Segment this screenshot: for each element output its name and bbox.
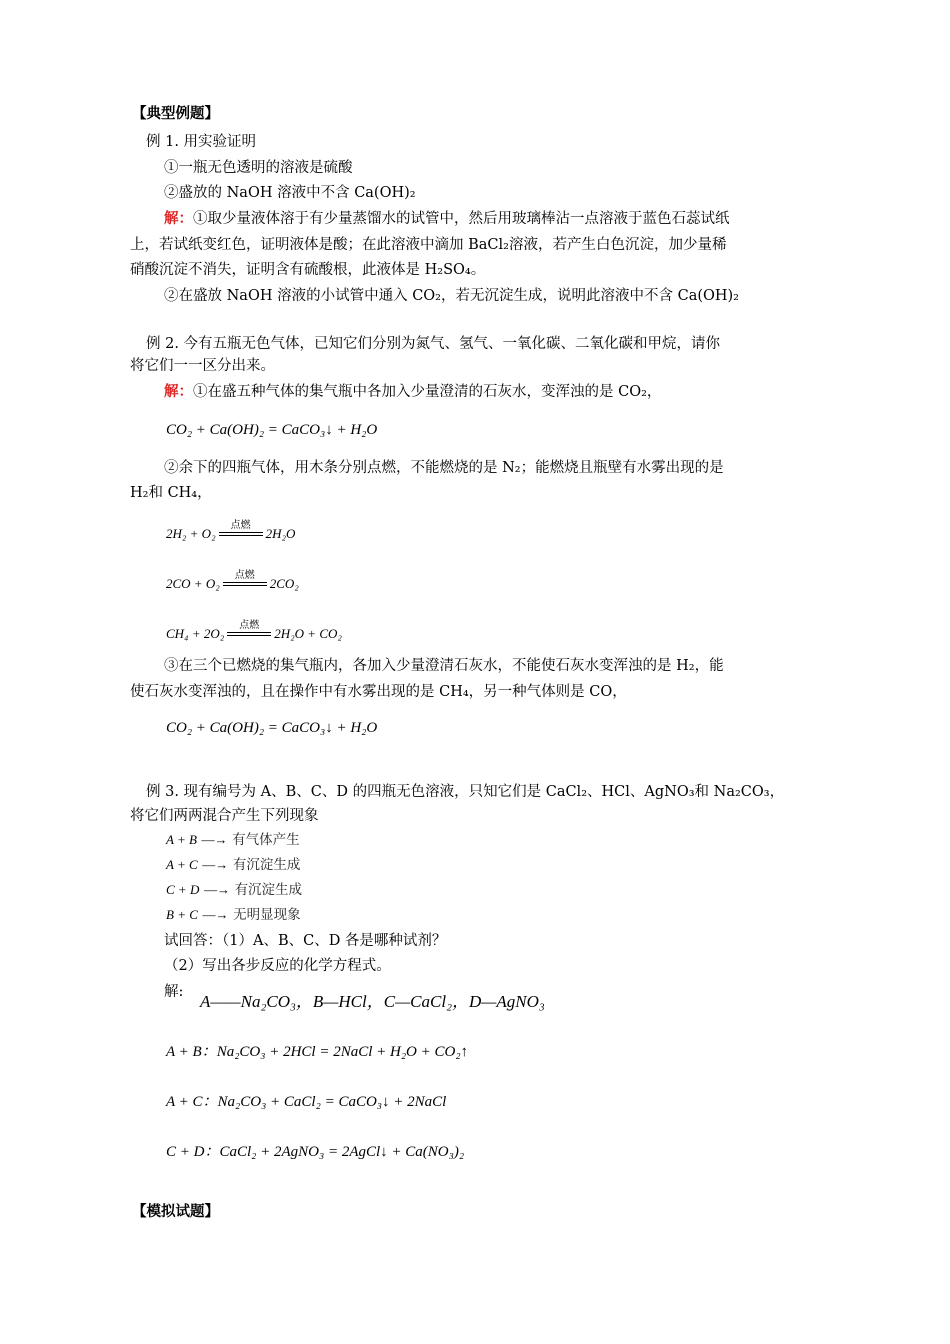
example-3-question-1: 试回答：（1）A、B、C、D 各是哪种试剂？ (164, 933, 447, 949)
example-3-solution-label: 解: (164, 984, 184, 1000)
section-title-mock-exam: 【模拟试题】 (132, 1203, 219, 1220)
solution-text: ①在盛五种气体的集气瓶中各加入少量澄清的石灰水，变浑浊的是 CO₂， (193, 384, 662, 400)
equation-hydrogen-combustion: 2H₂ + O₂ 点燃 2H₂O (166, 520, 296, 541)
example-2-solution-line-1 (164, 382, 661, 402)
reaction-a-c: A + C —→ 有沉淀生成 (166, 857, 301, 873)
condition-ignite-equals: 点燃 (223, 578, 267, 592)
example-3-line-1: 例 3. 现有编号为 A、B、C、D 的四瓶无色溶液，只知它们是 CaCl₂、HCl、AgNO₃和 Na₂CO₃， (146, 784, 785, 800)
equation-a-plus-c: A + C：Na₂CO₃ + CaCl₂ = CaCO₃↓ + 2NaCl (166, 1094, 447, 1110)
example-2-step-3-line-1: ③在三个已燃烧的集气瓶内，各加入少量澄清石灰水，不能使石灰水变浑浊的是 H₂，能 (164, 658, 724, 674)
example-1-solution-line-2: 上，若试纸变红色，证明液体是酸；在此溶液中滴加 BaCl₂溶液，若产生白色沉淀，加少量稀 (130, 237, 727, 253)
example-1-solution-line-3: 硝酸沉淀不消失，证明含有硫酸根，此液体是 H₂SO₄。 (130, 262, 486, 278)
equation-methane-combustion: CH₄ + 2O₂ 点燃 2H₂O + CO₂ (166, 620, 342, 641)
equation-co2-limewater-2: CO₂ + Ca(OH)₂ = CaCO₃↓ + H₂O (166, 720, 378, 736)
condition-ignite-equals: 点燃 (227, 628, 271, 642)
example-2-step-3-line-2: 使石灰水变浑浊的，且在操作中有水雾出现的是 CH₄，另一种气体则是 CO， (130, 684, 627, 700)
example-2-line-1: 例 2. 今有五瓶无色气体，已知它们分别为氮气、氢气、一氧化碳、二氧化碳和甲烷，请你 (146, 336, 721, 352)
equation-a-plus-b: A + B：Na₂CO₃ + 2HCl = 2NaCl + H₂O + CO₂↑ (166, 1044, 469, 1060)
example-3-question-2: （2）写出各步反应的化学方程式。 (164, 958, 391, 974)
example-3-answer: A——Na₂CO₃，B—HCl，C—CaCl₂，D—AgNO₃ (200, 992, 545, 1011)
example-2-step-2-line-2: H₂和 CH₄， (130, 485, 212, 501)
solution-label: 解： (164, 210, 193, 227)
equation-co-combustion: 2CO + O₂ 点燃 2CO₂ (166, 570, 299, 591)
section-title-typical-examples: 【典型例题】 (132, 105, 219, 122)
equation-c-plus-d: C + D：CaCl₂ + 2AgNO₃ = 2AgCl↓ + Ca(NO₃)₂ (166, 1144, 465, 1160)
solution-label: 解： (164, 383, 193, 400)
example-2-step-2-line-1: ②余下的四瓶气体，用木条分别点燃，不能燃烧的是 N₂；能燃烧且瓶壁有水雾出现的是 (164, 460, 724, 476)
solution-text: ①取少量液体溶于有少量蒸馏水的试管中，然后用玻璃棒沾一点溶液于蓝色石蕊试纸 (193, 211, 730, 227)
example-1-solution-line-4: ②在盛放 NaOH 溶液的小试管中通入 CO₂，若无沉淀生成，说明此溶液中不含 Ca(OH)₂ (164, 288, 739, 304)
example-3-line-2: 将它们两两混合产生下列现象 (130, 808, 319, 824)
example-2-line-2: 将它们一一区分出来。 (130, 358, 275, 374)
example-1-solution-line-1 (164, 209, 730, 229)
equation-co2-limewater-1: CO₂ + Ca(OH)₂ = CaCO₃↓ + H₂O (166, 422, 378, 438)
example-1-item-1: ①一瓶无色透明的溶液是硫酸 (164, 160, 353, 176)
reaction-b-c: B + C —→ 无明显现象 (166, 907, 301, 923)
condition-ignite-equals: 点燃 (219, 528, 263, 542)
example-1-title: 例 1. 用实验证明 (146, 134, 257, 150)
example-1-item-2: ②盛放的 NaOH 溶液中不含 Ca(OH)₂ (164, 185, 416, 201)
reaction-c-d: C + D —→ 有沉淀生成 (166, 882, 303, 898)
reaction-a-b: A + B —→ 有气体产生 (166, 832, 300, 848)
